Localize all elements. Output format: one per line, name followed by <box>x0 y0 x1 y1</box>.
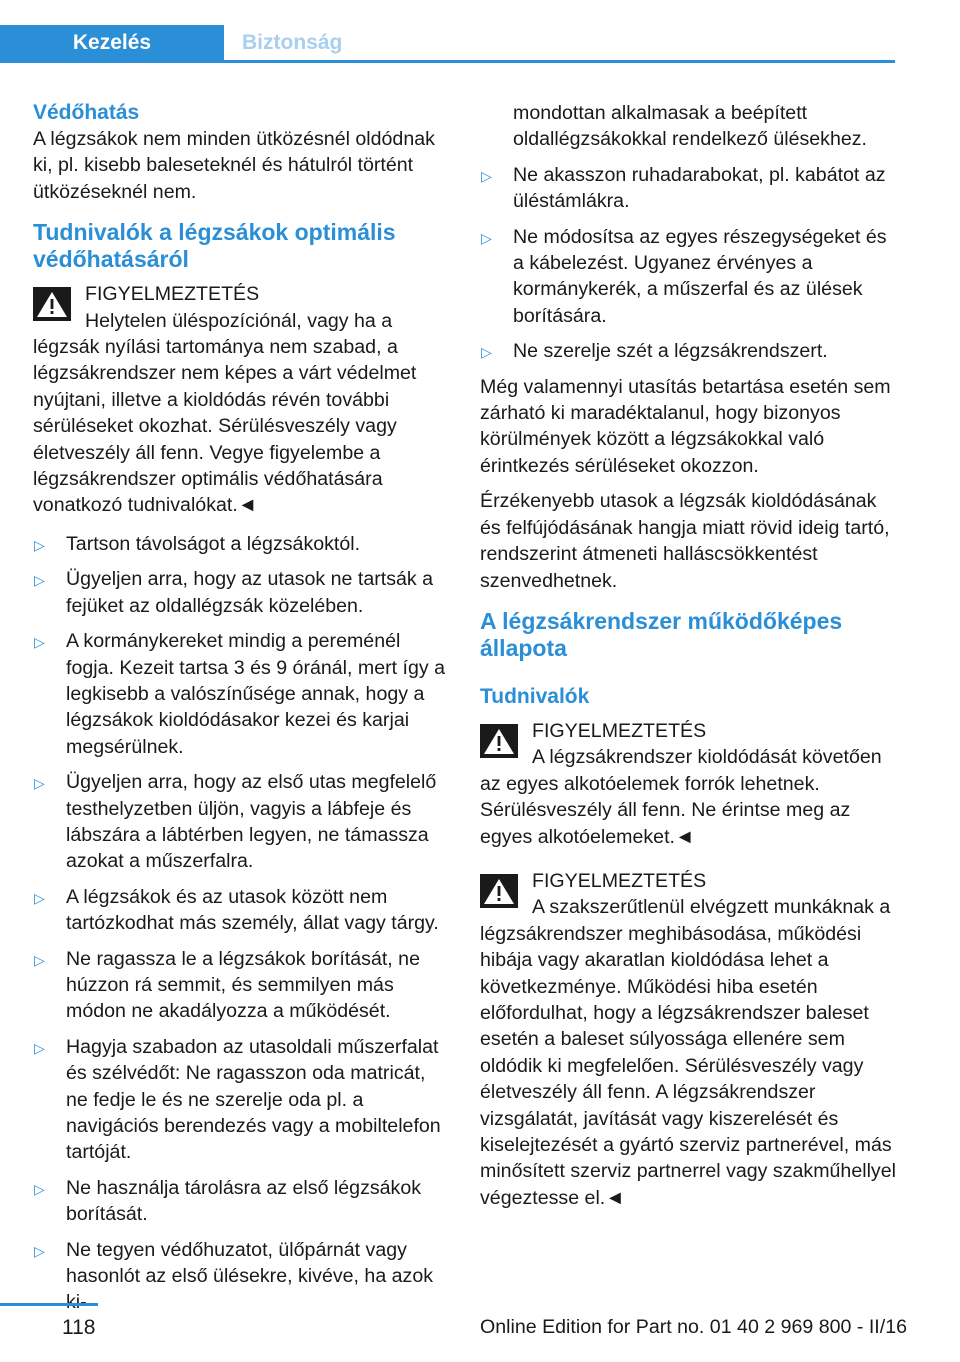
list-item: ▷ Ne használja tárolásra az első légzsákok borítását. <box>34 1176 422 1226</box>
bullet-triangle-icon: ▷ <box>34 634 45 651</box>
bullet-triangle-icon: ▷ <box>34 572 45 589</box>
header-tabbar <box>0 0 895 62</box>
edition-note: Online Edition for Part no. 01 40 2 969 800 - II/16 <box>480 1316 907 1338</box>
tab-kezeles[interactable]: Kezelés <box>0 25 224 60</box>
page-number: 118 <box>62 1316 96 1339</box>
list-item: ▷ Ne szerelje szét a légzsákrendszert. <box>480 338 896 364</box>
bullet-triangle-icon: ▷ <box>34 889 45 906</box>
heading-protection: Védőhatás <box>33 101 140 124</box>
warning-triangle-icon <box>33 287 71 321</box>
list-item: ▷ Tartson távolságot a légzsákoktól. <box>33 531 449 557</box>
right-bullet-list <box>480 100 896 365</box>
heading-optimal-protection: Tudnivalók a légzsákok optimális védőhatásáról <box>33 219 396 273</box>
left-column <box>33 100 449 1325</box>
tab-biztonsag-label: Biztonság <box>242 31 343 54</box>
list-item: ▷ Ne akasszon ruhadarabokat, pl. kabátot az üléstámlákra. <box>481 163 886 213</box>
bullet-triangle-icon: ▷ <box>481 344 492 361</box>
footer-divider <box>0 1303 98 1306</box>
list-item: ▷ A légzsákok és az utasok között nem tartózkodhat más személy, állat vagy tárgy. <box>34 885 439 935</box>
paragraph-sensitive-passengers: Érzékenyebb utasok a légzsák kioldódásának és felfújódásának hangja miatt rövid ideig tartó, rendszerint átmeneti halláscsökkentést szenvedhetnek. <box>480 490 890 592</box>
warning-text: A légzsákrendszer kioldódását követően az egyes alkotóelemek forrók lehetnek. Sérülésveszély áll fenn. Ne érintse meg az egyes alkotóelemeket.◄ <box>480 746 882 848</box>
bullet-triangle-icon: ▷ <box>481 167 492 184</box>
bullet-triangle-icon: ▷ <box>34 775 45 792</box>
list-item: ▷ Ne módosítsa az egyes részegységeket és a kábelezést. Ugyanez érvényes a kormánykerék, a műszerfal és az ülések borítására. <box>481 225 887 327</box>
paragraph-protection: A légzsákok nem minden ütközésnél oldódnak ki, pl. kisebb baleseteknél és hátulról történt ütközéseknél nem. <box>33 128 435 203</box>
list-item: ▷ Ne ragassza le a légzsákok borítását, ne húzzon rá semmit, és semmilyen más módon ne akadályozza a működését. <box>34 947 420 1023</box>
warning-block-improper-work <box>480 868 896 1211</box>
heading-operational-readiness: A légzsákrendszer működőképes állapota <box>480 607 843 661</box>
list-item: ▷ Hagyja szabadon az utasoldali műszerfalat és szélvédőt: Ne ragasszon oda matricát, ne fedje le és ne szerelje oda pl. a navigációs berendezés vagy a mobiltelefon tartóját. <box>34 1035 441 1164</box>
bullet-triangle-icon: ▷ <box>34 536 45 553</box>
list-item-continuation: mondottan alkalmasak a beépített oldallégzsákokkal rendelkező ülésekhez. <box>513 102 867 151</box>
warning-title: FIGYELMEZTETÉS <box>85 283 260 306</box>
warning-title: FIGYELMEZTETÉS <box>532 869 707 892</box>
bullet-triangle-icon: ▷ <box>34 951 45 968</box>
bullet-triangle-icon: ▷ <box>34 1180 45 1197</box>
list-item: ▷ Ügyeljen arra, hogy az első utas megfelelő testhelyzetben üljön, vagyis a lábfeje és lábszára a lábtérben legyen, ne támassza azokat a műszerfalra. <box>34 771 437 873</box>
warning-title: FIGYELMEZTETÉS <box>532 719 707 742</box>
list-item: ▷ Ügyeljen arra, hogy az utasok ne tartsák a fejüket az oldallégzsák közelében. <box>34 568 434 617</box>
right-column <box>480 100 896 1211</box>
bullet-triangle-icon: ▷ <box>34 1242 45 1259</box>
tab-biztonsag[interactable] <box>224 25 895 60</box>
heading-info: Tudnivalók <box>480 684 590 708</box>
paragraph-residual-risk: Még valamennyi utasítás betartása esetén sem zárható ki maradéktalanul, hogy bizonyos körülmények között a légzsákokkal való érintkezés sérüléseket okozzon. <box>480 375 891 477</box>
warning-triangle-icon <box>480 874 518 908</box>
left-bullet-list <box>33 531 449 1316</box>
warning-text: Helytelen üléspozíciónál, vagy ha a légzsák nyílási tartománya nem szabad, a légzsákrendszer nem képes a várt védelmet nyújtani, illetve a kioldódás révén további sérüléseket okozhat. Sérülésveszély vagy életveszély áll fenn. Vegye figyelembe a légzsákrendszer optimális védőhatására vonatkozó tudnivalókat.◄ <box>33 309 417 517</box>
warning-text: A szakszerűtlenül elvégzett munkáknak a légzsákrendszer meghibásodása, működési hibája vagy akaratlan kioldódása lehet a következménye. Működési hiba esetén előfordulhat, hogy a légzsákrendszer baleset esetén a baleset súlyossága ellenére sem oldódik ki megfelelően. Sérülésveszély vagy életveszély áll fenn. A légzsákrendszer vizsgálatát, javítását vagy kiszerelését és kiselejtezését a gyártó szerviz partnerével, más minősített szerviz partnerrel vagy szakműhellyel végeztesse el.◄ <box>480 896 896 1209</box>
warning-block-hot-parts <box>480 718 896 850</box>
header-divider <box>0 60 895 63</box>
list-item: ▷ A kormánykereket mindig a pereménél fogja. Kezeit tartsa 3 és 9 óránál, mert így a legkisebb a valószínűsége annak, hogy a légzsákok kioldódásakor kezei és karjai megsérülnek. <box>34 630 446 758</box>
bullet-triangle-icon: ▷ <box>34 1039 45 1056</box>
list-item: ▷ Ne tegyen védőhuzatot, ülőpárnát vagy hasonlót az első ülésekre, kivéve, ha azok <box>34 1238 434 1288</box>
warning-block <box>33 281 449 519</box>
warning-triangle-icon <box>480 724 518 758</box>
bullet-triangle-icon: ▷ <box>481 229 492 246</box>
